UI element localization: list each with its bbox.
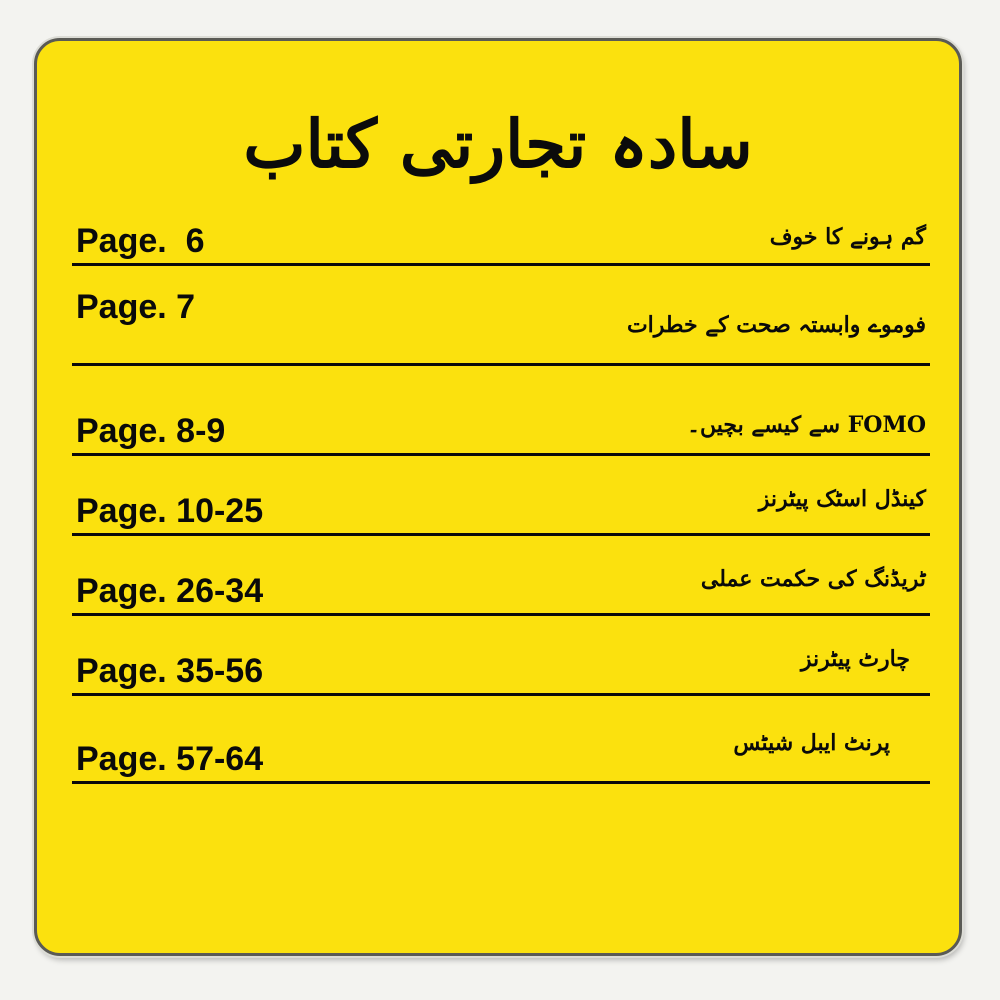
topic-title: ٹریڈنگ کی حکمت عملی — [700, 566, 926, 592]
divider — [72, 693, 930, 696]
divider — [72, 533, 930, 536]
divider — [72, 613, 930, 616]
page-number: Page. 8-9 — [76, 412, 226, 450]
divider — [72, 781, 930, 784]
page-number: Page. 26-34 — [76, 572, 264, 610]
toc-row — [72, 388, 930, 452]
book-title: سادہ تجارتی کتاب — [243, 105, 753, 183]
toc-row — [72, 552, 930, 612]
topic-title: گم ہونے کا خوف — [769, 224, 926, 250]
page-number: Page. 10-25 — [76, 492, 264, 530]
page-number: Page. 57-64 — [76, 740, 264, 778]
page-number: Page. 6 — [76, 222, 205, 260]
page-number: Page. 7 — [76, 288, 196, 326]
toc-row — [72, 716, 930, 780]
table-of-contents — [72, 0, 930, 1000]
topic-title: کینڈل اسٹک پیٹرنز — [758, 486, 926, 512]
divider — [72, 453, 930, 456]
topic-title: FOMO سے کیسے بچیں۔ — [687, 412, 926, 438]
topic-title: چارٹ پیٹرنز — [800, 646, 910, 672]
toc-row — [72, 278, 930, 362]
toc-row — [72, 634, 930, 692]
topic-title: پرنٹ ایبل شیٹس — [733, 730, 890, 756]
page-number: Page. 35-56 — [76, 652, 264, 690]
toc-row — [72, 470, 930, 532]
toc-row — [72, 206, 930, 262]
topic-title: فوموے وابستہ صحت کے خطرات — [626, 312, 926, 338]
divider — [72, 263, 930, 266]
divider — [72, 363, 930, 366]
